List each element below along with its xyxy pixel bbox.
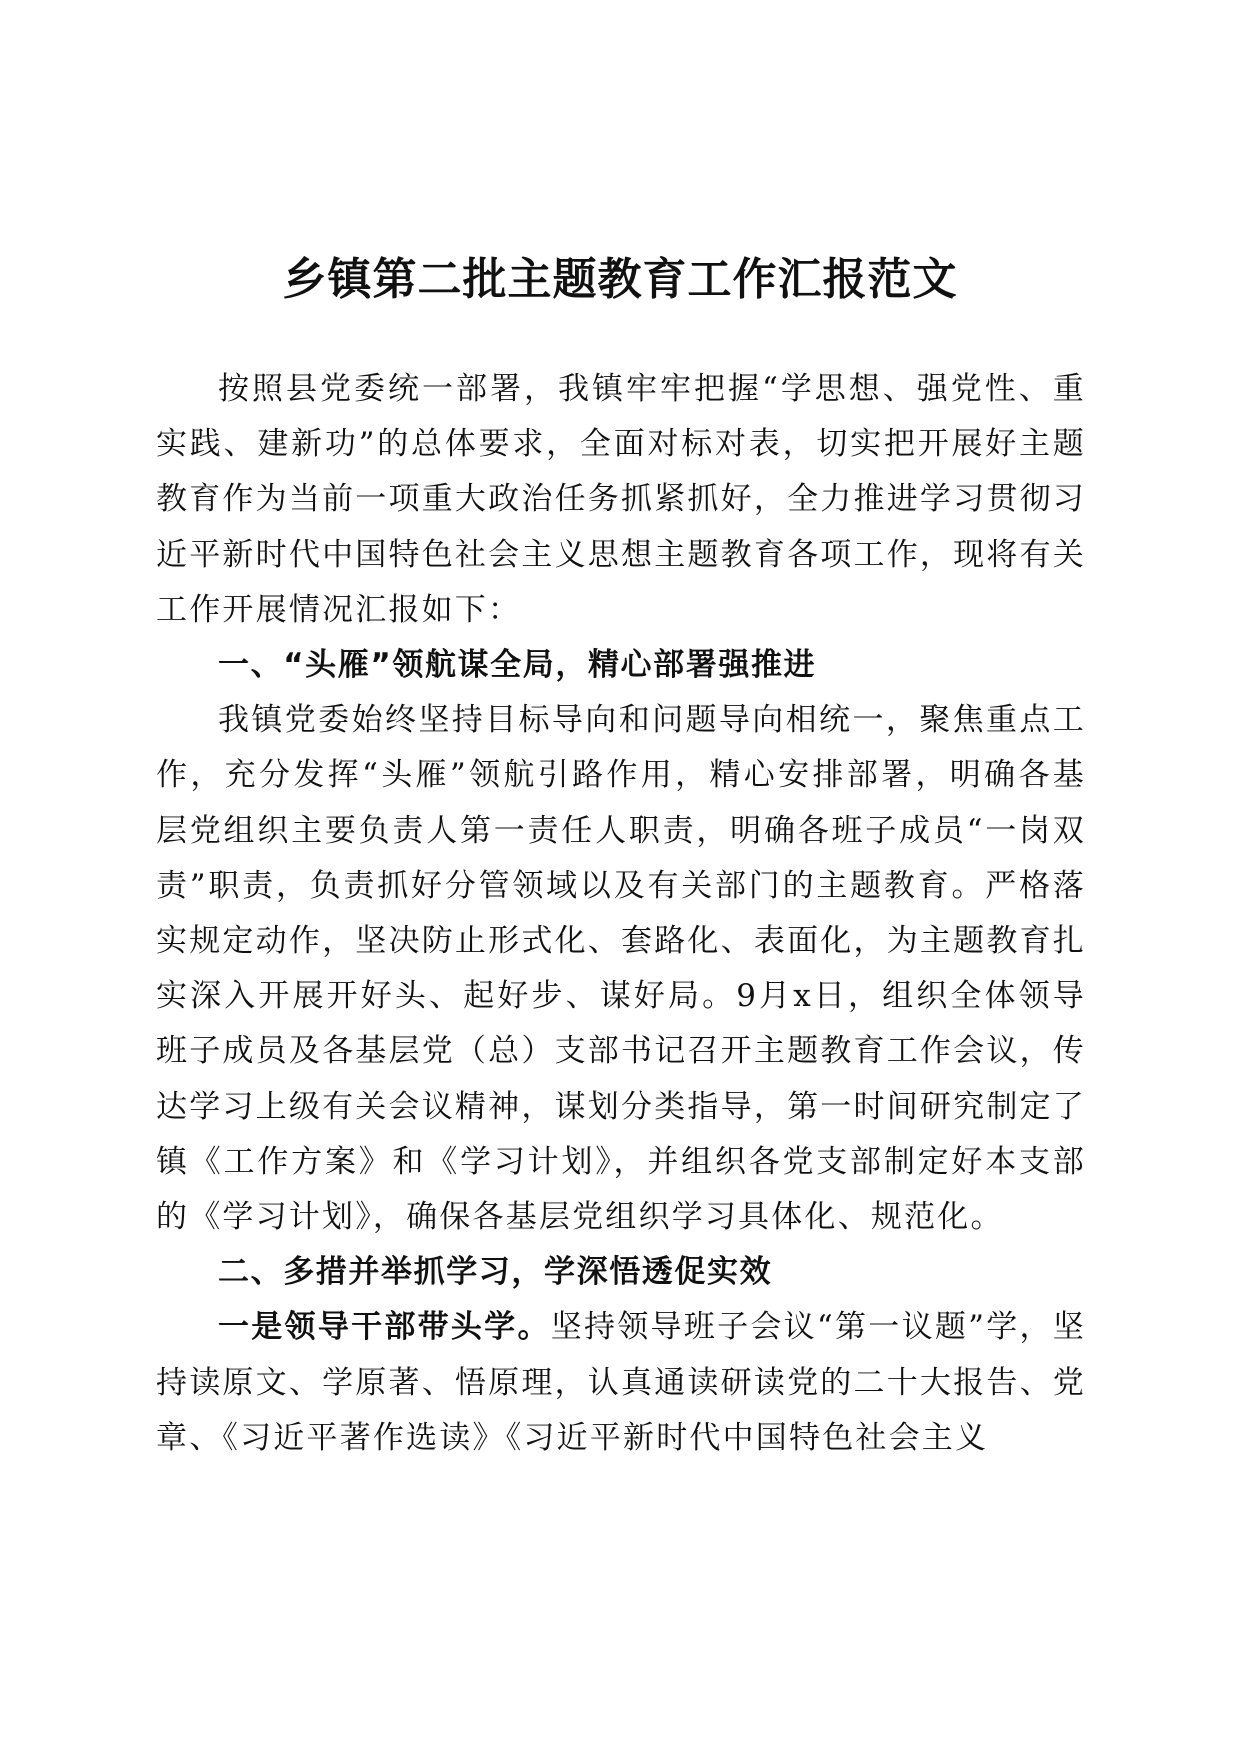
section-2-paragraph: [156, 1300, 1086, 1466]
section-1-paragraph: 我镇党委始终坚持目标导向和问题导向相统一，聚焦重点工作，充分发挥“头雁”领航引路作用，精心安排部署，明确各基层党组织主要负责人第一责任人职责，明确各班子成员“一岗双责”职责，负责抓好分管领域以及有关部门的主题教育。严格落实规定动作，坚决防止形式化、套路化、表面化，为主题教育扎实深入开展开好头、起好步、谋好局。9月x日，组织全体领导班子成员及各基层党（总）支部书记召开主题教育工作会议，传达学习上级有关会议精神，谋划分类指导，第一时间研究制定了镇《工作方案》和《学习计划》，并组织各党支部制定好本支部的《学习计划》，确保各基层党组织学习具体化、规范化。: [156, 702, 1086, 1236]
document-body: [156, 362, 1086, 1466]
section-2-body-text: 坚持领导班子会议“第一议题”学，坚持读原文、学原著、悟原理，认真通读研读党的二十大报告、党章、《习近平著作选读》《习近平新时代中国特色社会主义: [156, 1309, 1086, 1456]
document-title: 乡镇第二批主题教育工作汇报范文: [282, 254, 958, 305]
section-2-lead-phrase: 一是领导干部带头学。: [218, 1309, 551, 1346]
section-1-heading: 一、“头雁”领航谋全局，精心部署强推进: [218, 647, 817, 684]
section-2-heading: 二、多措并举抓学习，学深悟透促实效: [218, 1254, 773, 1291]
intro-paragraph: 按照县党委统一部署，我镇牢牢把握“学思想、强党性、重实践、建新功”的总体要求，全面对标对表，切实把开展好主题教育作为当前一项重大政治任务抓紧抓好，全力推进学习贯彻习近平新时代中国特色社会主义思想主题教育各项工作，现将有关工作开展情况汇报如下：: [156, 371, 1086, 628]
